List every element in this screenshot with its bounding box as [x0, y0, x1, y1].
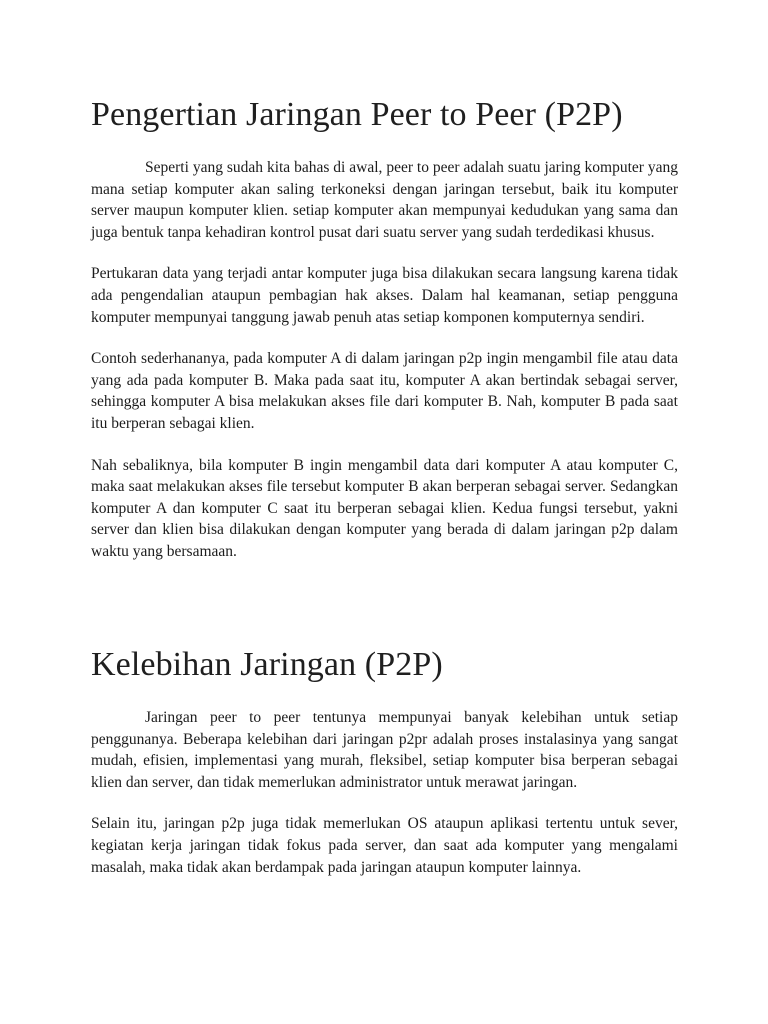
paragraph: Selain itu, jaringan p2p juga tidak memerlukan OS ataupun aplikasi tertentu untuk sever, kegiatan kerja jaringan tidak fokus pada server, dan saat ada komputer yang mengalami masalah, maka tidak akan berdampak pada jaringan ataupun komputer lainnya.: [91, 815, 678, 876]
paragraph: Nah sebaliknya, bila komputer B ingin mengambil data dari komputer A atau komputer C, maka saat melakukan akses file tersebut komputer B akan berperan sebagai server. Sedangkan komputer A dan komputer C saat itu berperan sebagai klien. Kedua fungsi tersebut, yakni server dan klien bisa dilakukan dengan komputer yang berada di dalam jaringan p2p dalam waktu yang bersamaan.: [91, 456, 678, 560]
paragraph: Seperti yang sudah kita bahas di awal, peer to peer adalah suatu jaring komputer yang mana setiap komputer akan saling terkoneksi dengan jaringan tersebut, baik itu komputer server maupun komputer klien. setiap komputer akan mempunyai kedudukan yang sama dan juga bentuk tanpa kehadiran kontrol pusat dari suatu server yang sudah terdedikasi khusus.: [91, 159, 678, 241]
paragraph: Contoh sederhananya, pada komputer A di dalam jaringan p2p ingin mengambil file atau data yang ada pada komputer B. Maka pada saat itu, komputer A akan bertindak sebagai server, sehingga komputer A bisa melakukan akses file dari komputer B. Nah, komputer B pada saat itu berperan sebagai klien.: [91, 350, 678, 432]
section-pengertian: [91, 95, 678, 583]
section-heading: Pengertian Jaringan Peer to Peer (P2P): [91, 96, 623, 133]
section-kelebihan: [91, 645, 678, 898]
section-heading: Kelebihan Jaringan (P2P): [91, 646, 443, 683]
paragraph: Jaringan peer to peer tentunya mempunyai banyak kelebihan untuk setiap penggunanya. Beberapa kelebihan dari jaringan p2pr adalah proses instalasinya yang sangat mudah, efisien, implementasi yang murah, fleksibel, setiap komputer bisa berperan sebagai klien dan server, dan tidak memerlukan administrator untuk merawat jaringan.: [91, 709, 678, 791]
paragraph: Pertukaran data yang terjadi antar komputer juga bisa dilakukan secara langsung karena tidak ada pengendalian ataupun pembagian hak akses. Dalam hal keamanan, setiap pengguna komputer mempunyai tanggung jawab penuh atas setiap komponen komputernya sendiri.: [91, 265, 678, 326]
